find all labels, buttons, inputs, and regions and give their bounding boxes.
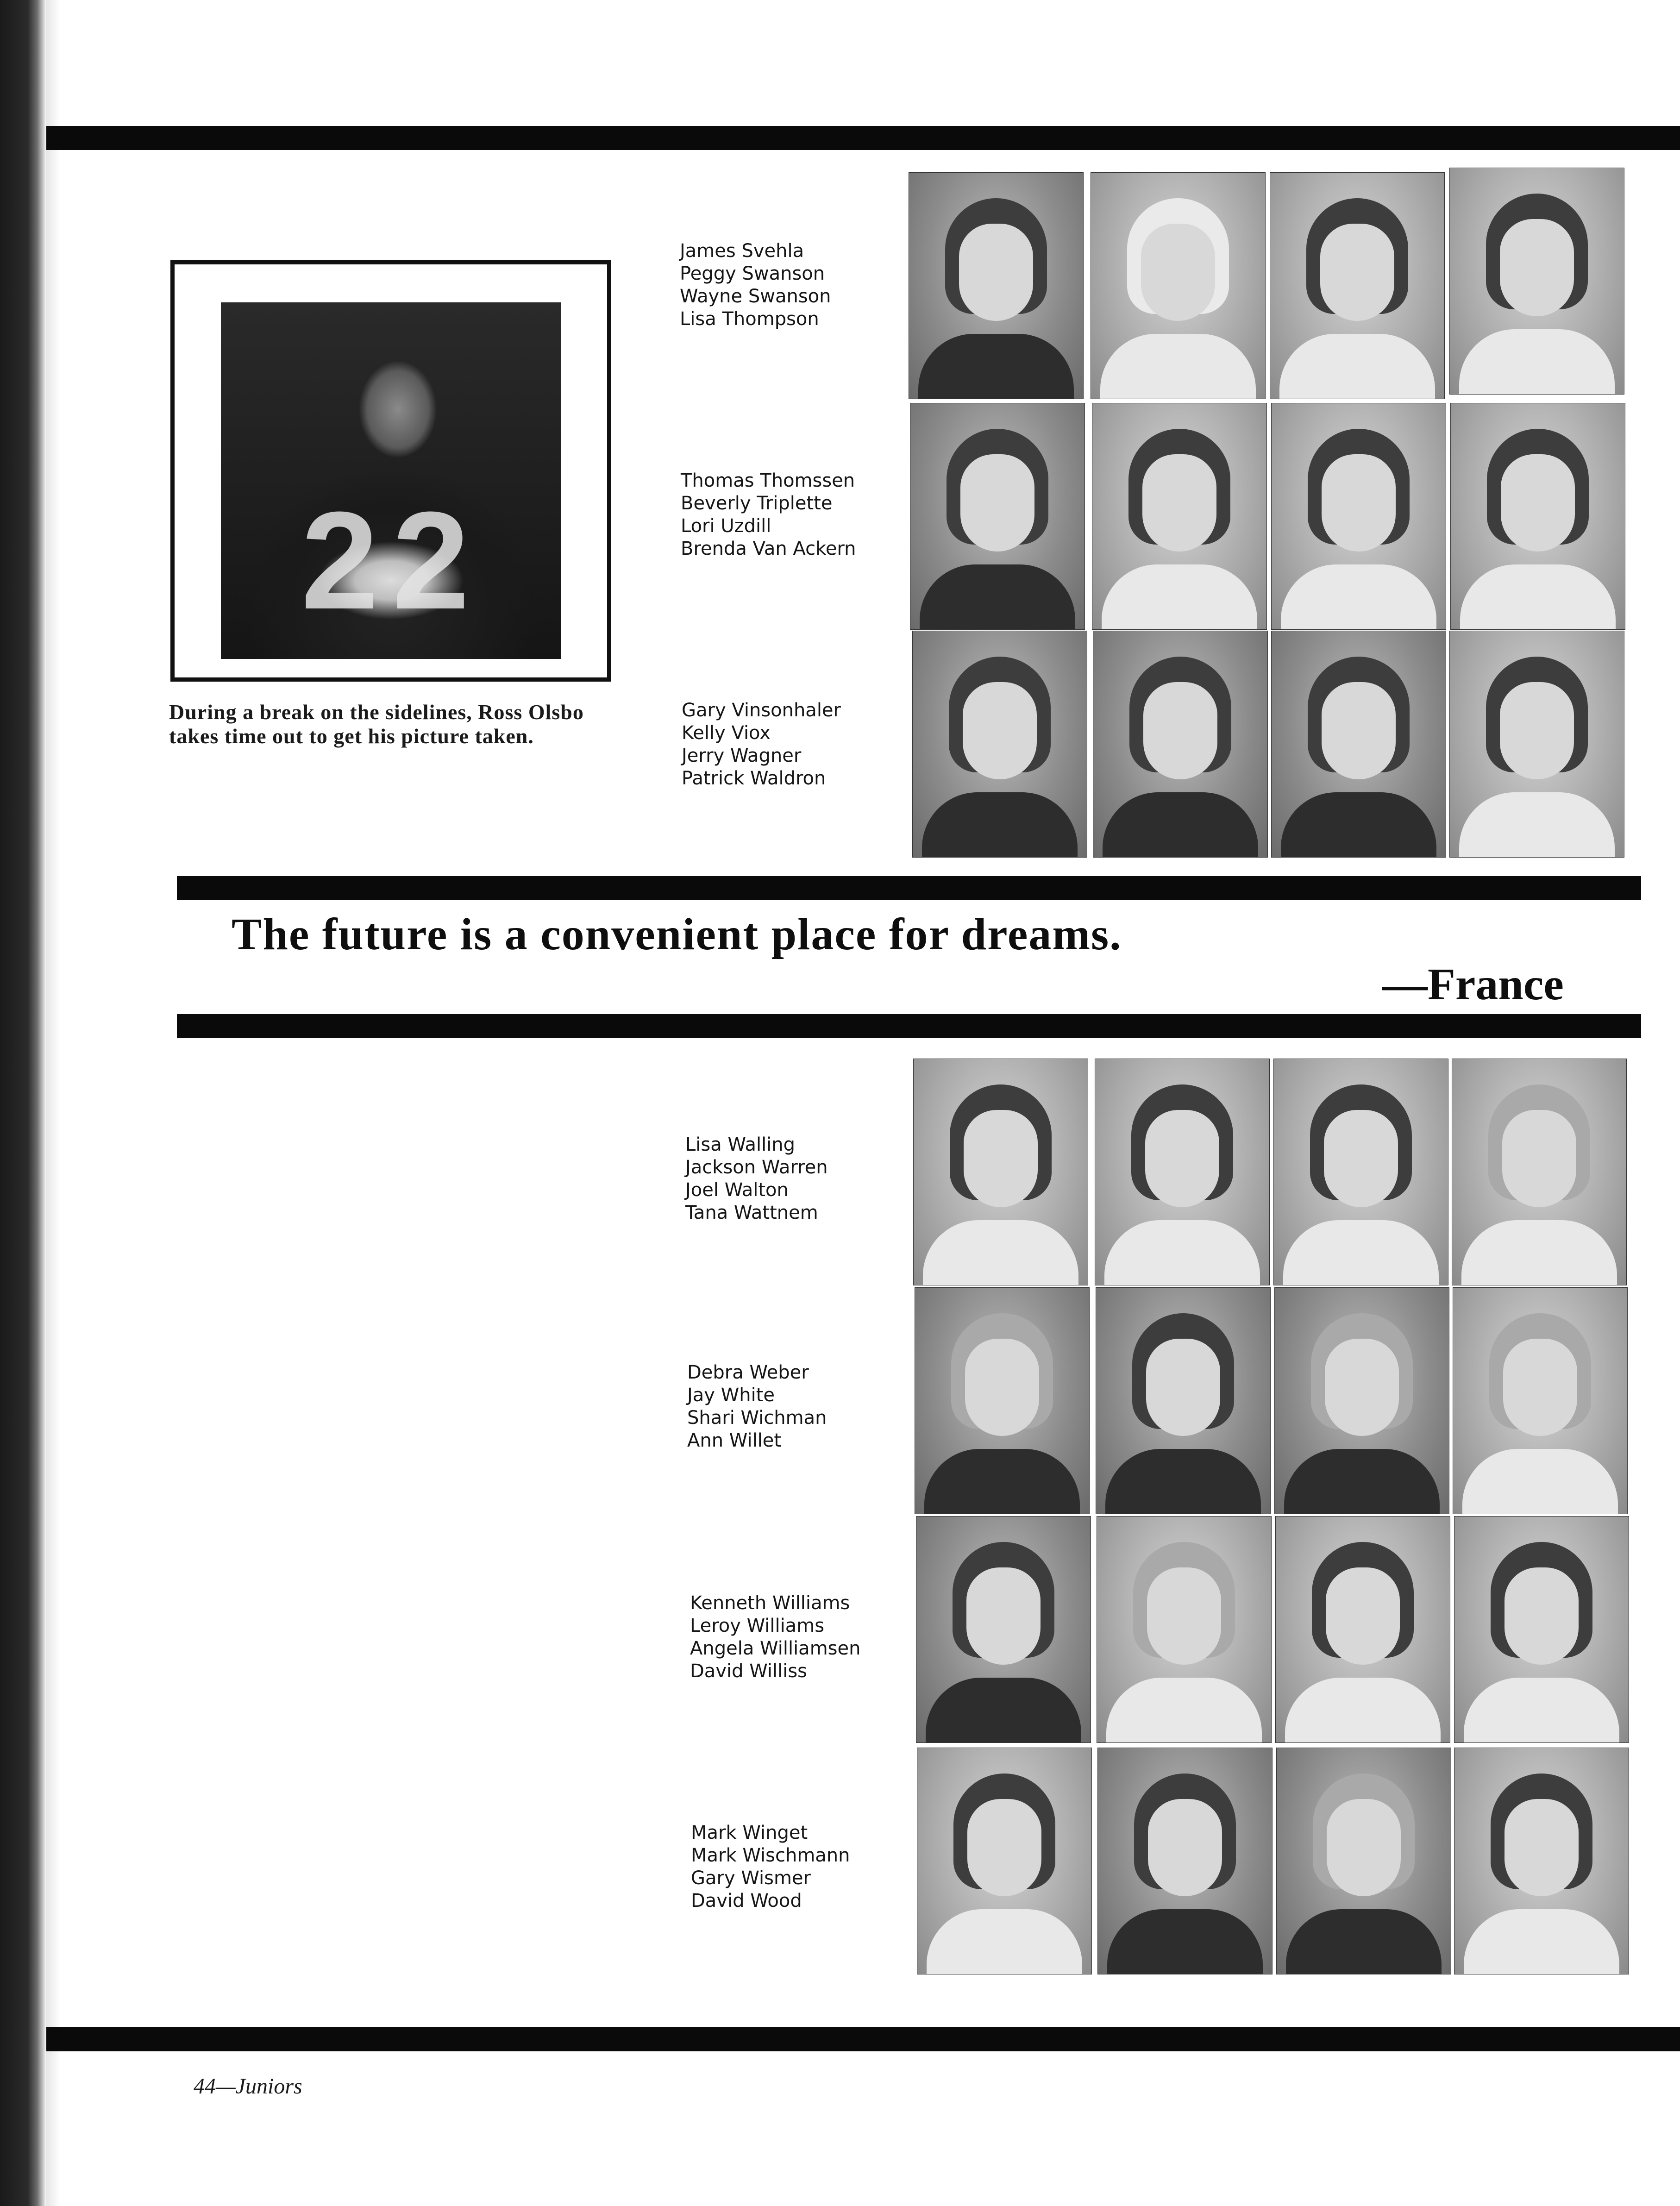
student-name: Jackson Warren — [685, 1157, 828, 1178]
portrait-photo — [1097, 1748, 1273, 1974]
portrait-photo — [1454, 1516, 1629, 1743]
name-group-6 — [690, 1592, 860, 1683]
student-name: Ann Willet — [687, 1430, 782, 1451]
portrait-photo — [1453, 1287, 1628, 1514]
portrait-photo — [1449, 168, 1624, 395]
student-name: Brenda Van Ackern — [681, 538, 856, 559]
student-name: Joel Walton — [685, 1179, 789, 1201]
jersey-number: 22 — [301, 483, 483, 638]
portrait-photo — [1450, 403, 1625, 630]
portrait-photo — [1276, 1748, 1451, 1974]
name-group-4 — [685, 1134, 828, 1224]
portrait-photo — [909, 172, 1084, 399]
student-name: Kelly Viox — [682, 722, 771, 744]
student-name: Gary Vinsonhaler — [682, 700, 841, 721]
caption-line-2: takes time out to get his picture taken. — [169, 724, 534, 748]
student-name: Debra Weber — [687, 1362, 809, 1383]
portrait-photo — [1093, 631, 1268, 858]
name-group-3 — [682, 699, 841, 790]
name-group-1 — [680, 240, 831, 331]
student-name: Patrick Waldron — [682, 768, 826, 789]
student-name: Wayne Swanson — [680, 286, 831, 307]
portrait-photo — [913, 1059, 1088, 1285]
quote-text: The future is a convenient place for dreams. — [232, 909, 1122, 959]
student-name: David Wood — [691, 1890, 802, 1911]
student-name: Peggy Swanson — [680, 263, 825, 284]
portrait-photo — [916, 1516, 1091, 1743]
student-name: James Svehla — [680, 240, 804, 262]
student-name: Jerry Wagner — [682, 745, 802, 766]
portrait-photo — [1273, 1059, 1448, 1285]
quote-rule-top — [177, 876, 1641, 900]
photo-caption — [169, 700, 632, 748]
student-name: Mark Winget — [691, 1822, 808, 1843]
portrait-photo — [915, 1287, 1090, 1514]
name-group-5 — [687, 1361, 827, 1452]
caption-line-1: During a break on the sidelines, Ross Olsbo — [169, 700, 584, 724]
student-name: Beverly Triplette — [681, 493, 833, 514]
portrait-photo — [917, 1748, 1092, 1974]
page-binding-edge — [0, 0, 46, 2206]
student-name: David Williss — [690, 1661, 808, 1682]
portrait-photo — [912, 631, 1087, 858]
portrait-photo — [1274, 1287, 1449, 1514]
portrait-photo — [1097, 1516, 1272, 1743]
portrait-photo — [1091, 172, 1266, 399]
portrait-photo — [1275, 1516, 1450, 1743]
student-name: Mark Wischmann — [691, 1845, 850, 1866]
portrait-photo — [910, 403, 1085, 630]
student-name: Lisa Thompson — [680, 308, 819, 330]
portrait-photo — [1454, 1748, 1629, 1974]
portrait-photo — [1271, 403, 1446, 630]
student-name: Tana Wattnem — [685, 1202, 818, 1223]
portrait-photo — [1096, 1287, 1271, 1514]
student-name: Angela Williamsen — [690, 1638, 861, 1659]
candid-football-photo — [221, 302, 561, 659]
portrait-photo — [1095, 1059, 1270, 1285]
candid-photo-frame — [170, 260, 611, 682]
portrait-photo — [1452, 1059, 1627, 1285]
portrait-photo — [1270, 172, 1445, 399]
portrait-photo — [1449, 631, 1624, 858]
student-name: Leroy Williams — [690, 1615, 825, 1636]
student-name: Shari Wichman — [687, 1407, 827, 1429]
student-name: Thomas Thomssen — [681, 470, 855, 491]
name-group-2 — [681, 470, 856, 560]
top-rule — [46, 126, 1680, 150]
student-name: Kenneth Williams — [690, 1592, 850, 1614]
student-name: Lori Uzdill — [681, 515, 771, 537]
portrait-photo — [1271, 631, 1446, 858]
name-group-7 — [691, 1822, 850, 1912]
student-name: Lisa Walling — [685, 1134, 796, 1155]
page-gutter-shadow — [46, 0, 60, 2206]
page-number-label: 44—Juniors — [194, 2074, 302, 2099]
student-name: Jay White — [687, 1385, 775, 1406]
quote-rule-bottom — [177, 1014, 1641, 1038]
bottom-rule — [46, 2027, 1680, 2051]
student-name: Gary Wismer — [691, 1868, 811, 1889]
quote-attribution: —France — [1382, 959, 1564, 1009]
portrait-photo — [1092, 403, 1267, 630]
